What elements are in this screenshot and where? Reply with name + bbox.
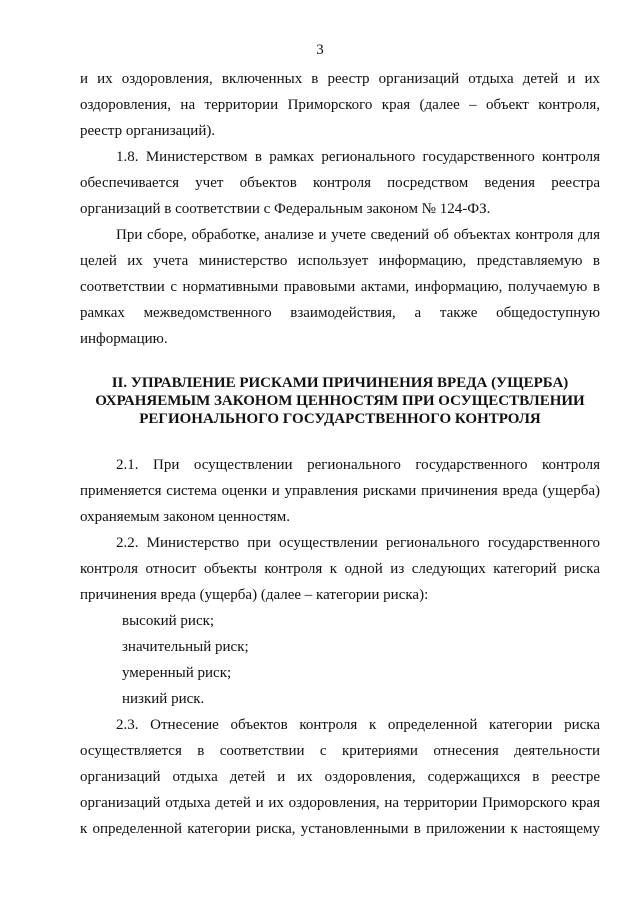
list-item-significant-risk: значительный риск; [122, 639, 249, 655]
section-heading-line-2: ОХРАНЯЕМЫМ ЗАКОНОМ ЦЕННОСТЯМ ПРИ ОСУЩЕСТВЛЕНИИ [95, 393, 585, 409]
paragraph-2-2: 2.2. Министерство при осуществлении регионального государственного контроля относит объекты контроля к одной из следующих категорий риска причинения вреда (ущерба) (далее – категории риска): [80, 535, 600, 603]
list-item-moderate-risk: умеренный риск; [122, 665, 232, 681]
list-item-low-risk: низкий риск. [122, 691, 205, 707]
spacer [80, 428, 600, 452]
paragraph-1-8: 1.8. Министерством в рамках регионального государственного контроля обеспечивается учет объектов контроля посредством ведения реестра организаций в соответствии с Федеральным законом № 124-ФЗ. [80, 149, 600, 217]
document-body [80, 66, 600, 842]
section-heading-line-1: II. УПРАВЛЕНИЕ РИСКАМИ ПРИЧИНЕНИЯ ВРЕДА (УЩЕРБА) [111, 375, 569, 391]
paragraph-2-1: 2.1. При осуществлении регионального государственного контроля применяется система оценки и управления рисками причинения вреда (ущерба) охраняемым законом ценностям. [80, 457, 600, 525]
list-item-high-risk: высокий риск; [122, 613, 215, 629]
section-heading-line-3: РЕГИОНАЛЬНОГО ГОСУДАРСТВЕННОГО КОНТРОЛЯ [139, 411, 541, 427]
paragraph-info-collection: При сборе, обработке, анализе и учете сведений об объектах контроля для целей их учета министерство использует информацию, представляемую в соответствии с нормативными правовыми актами, информацию, получаемую в рамках межведомственного взаимодействия, а также общедоступную информацию. [80, 227, 600, 347]
section-heading [80, 374, 600, 428]
spacer [80, 352, 600, 374]
page-number: 3 [316, 42, 324, 58]
paragraph-2-3: 2.3. Отнесение объектов контроля к определенной категории риска осуществляется в соответствии с критериями отнесения деятельности организаций отдыха детей и их оздоровления, содержащихся в реестре организаций отдыха детей и их оздоровления, на территории Приморского края к определенной категории риска, установленными в приложении к настоящему [80, 717, 600, 837]
paragraph-continuation: и их оздоровления, включенных в реестр организаций отдыха детей и их оздоровления, на территории Приморского края (далее – объект контроля, реестр организаций). [80, 71, 600, 139]
